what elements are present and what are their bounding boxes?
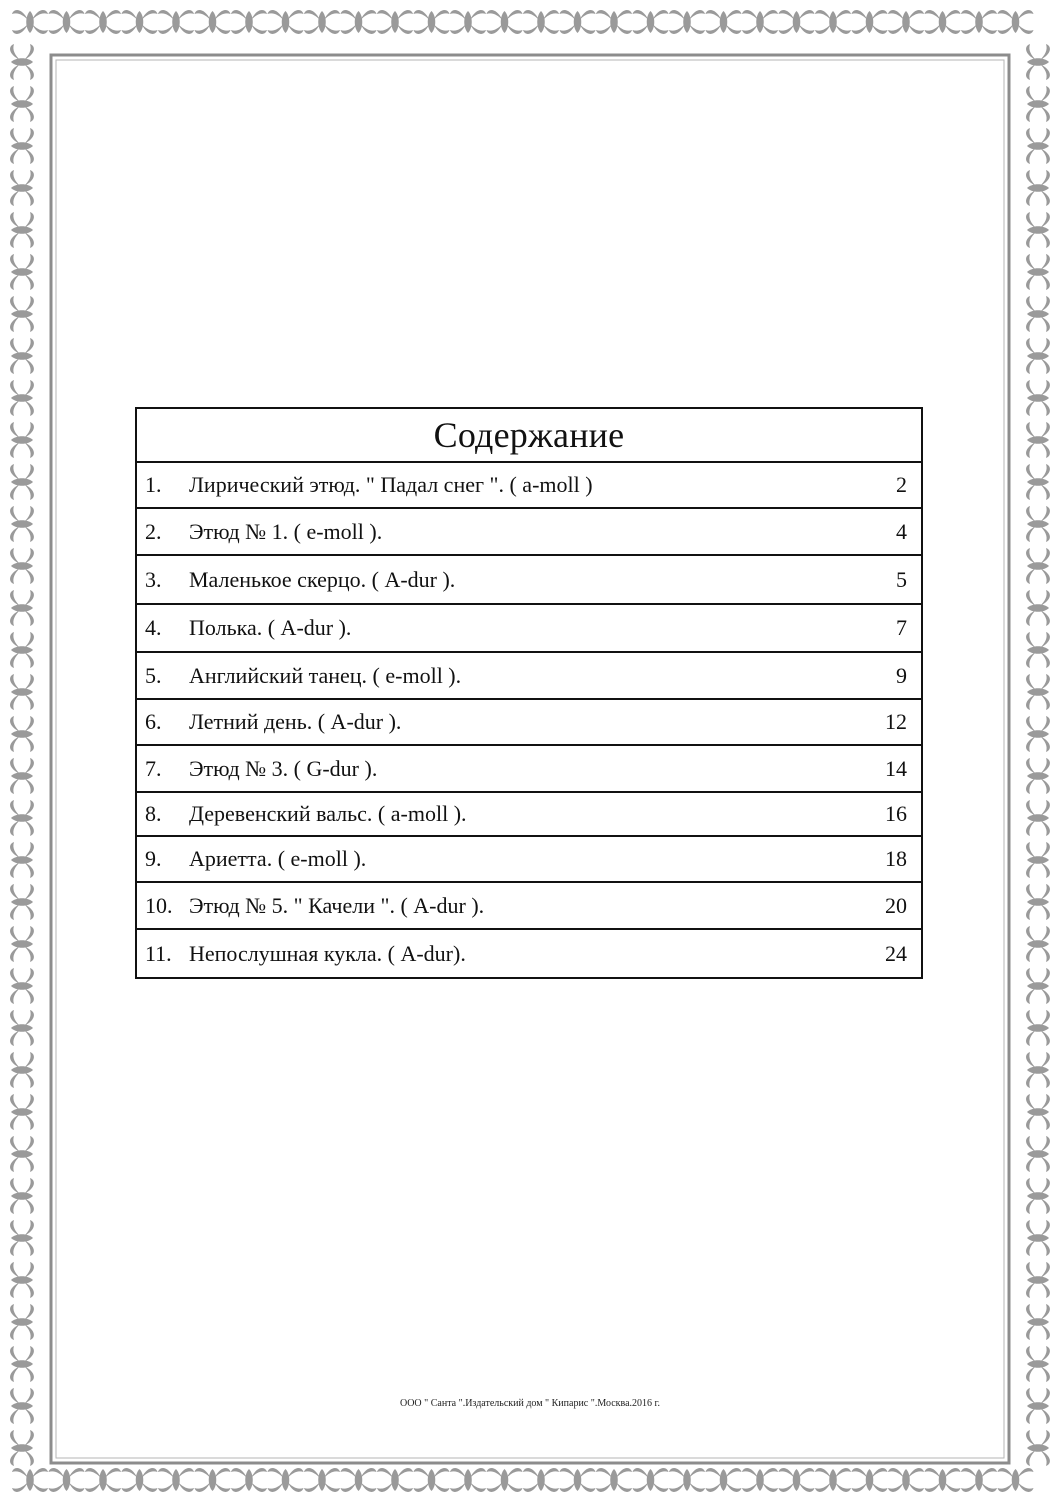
toc-row	[136, 882, 922, 929]
toc-row	[136, 745, 922, 792]
toc-item-page: 20	[847, 882, 922, 929]
toc-item-page: 9	[847, 652, 922, 699]
toc-row	[136, 836, 922, 882]
toc-item-title: Летний день. ( A-dur ).	[189, 699, 847, 745]
toc-item-page: 7	[847, 604, 922, 652]
toc-item-title: Этюд № 1. ( e-moll ).	[189, 508, 847, 555]
toc-row	[136, 508, 922, 555]
toc-item-title: Этюд № 5. " Качели ". ( A-dur ).	[189, 882, 847, 929]
toc-item-number: 2.	[136, 508, 189, 555]
toc-item-number: 8.	[136, 792, 189, 836]
toc-row	[136, 604, 922, 652]
toc-row	[136, 929, 922, 978]
toc-item-title: Деревенский вальс. ( a-moll ).	[189, 792, 847, 836]
toc-item-number: 4.	[136, 604, 189, 652]
toc-item-number: 10.	[136, 882, 189, 929]
toc-item-page: 16	[847, 792, 922, 836]
table-of-contents	[135, 407, 923, 979]
publisher-footer: ООО " Санта ".Издательский дом " Кипарис ".Москва.2016 г.	[399, 1398, 661, 1409]
toc-body	[136, 462, 922, 978]
toc-item-page: 5	[847, 555, 922, 604]
toc-row	[136, 462, 922, 508]
toc-item-page: 14	[847, 745, 922, 792]
toc-row	[136, 699, 922, 745]
toc-item-title: Этюд № 3. ( G-dur ).	[189, 745, 847, 792]
toc-item-number: 7.	[136, 745, 189, 792]
toc-item-title: Непослушная кукла. ( A-dur).	[189, 929, 847, 978]
toc-item-title: Маленькое скерцо. ( A-dur ).	[189, 555, 847, 604]
toc-title: Содержание	[136, 408, 922, 462]
toc-item-page: 4	[847, 508, 922, 555]
toc-row	[136, 652, 922, 699]
toc-item-title: Ариетта. ( e-moll ).	[189, 836, 847, 882]
toc-row	[136, 792, 922, 836]
toc-item-number: 9.	[136, 836, 189, 882]
toc-item-number: 11.	[136, 929, 189, 978]
toc-item-page: 2	[847, 462, 922, 508]
toc-item-page: 12	[847, 699, 922, 745]
toc-item-number: 3.	[136, 555, 189, 604]
toc-item-title: Лирический этюд. " Падал снег ". ( a-moll )	[189, 462, 847, 508]
toc-item-number: 5.	[136, 652, 189, 699]
toc-item-title: Английский танец. ( e-moll ).	[189, 652, 847, 699]
toc-row	[136, 555, 922, 604]
toc-item-number: 1.	[136, 462, 189, 508]
toc-item-page: 18	[847, 836, 922, 882]
toc-item-title: Полька. ( A-dur ).	[189, 604, 847, 652]
toc-item-number: 6.	[136, 699, 189, 745]
toc-item-page: 24	[847, 929, 922, 978]
